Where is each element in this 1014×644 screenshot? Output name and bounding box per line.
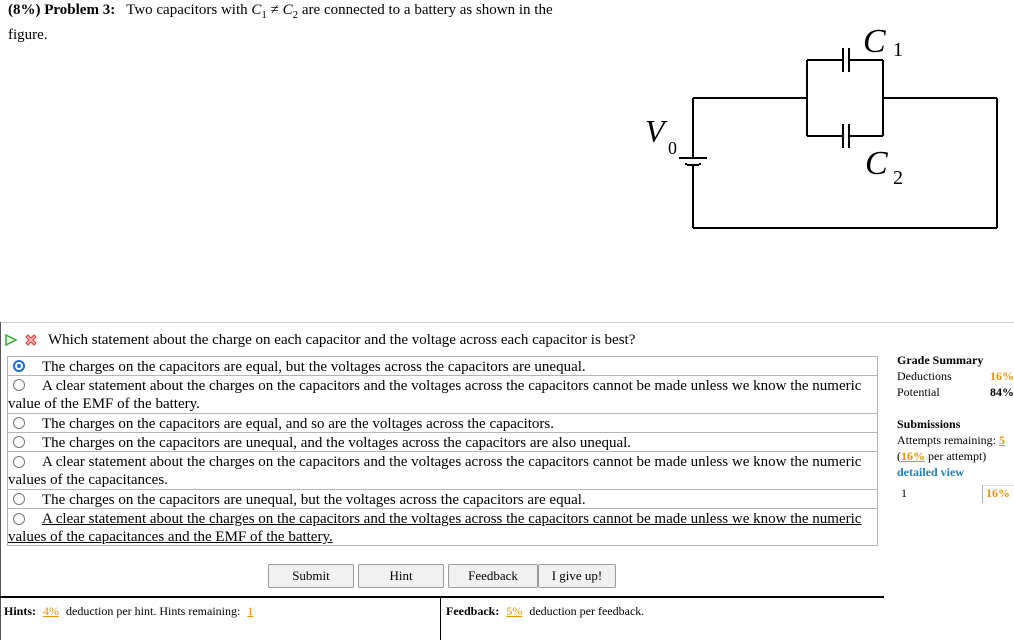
problem-text-after: are connected to a battery as shown in the [301,2,553,18]
per-attempt-text: per attempt) [928,449,987,463]
problem-text-line2: figure. [8,27,48,43]
c1-sub: 1 [261,9,267,21]
c1-symbol: C [251,2,262,18]
answer-options [7,356,878,546]
section-divider [0,322,1014,323]
problem-statement [8,0,608,45]
hints-text: deduction per hint. Hints remaining: [66,604,241,618]
play-icon[interactable] [4,333,18,347]
hints-remaining: 1 [247,604,254,618]
c2-figure-sub: 2 [893,167,903,189]
circuit-diagram [635,8,1005,233]
v0-figure-sub: 0 [668,138,677,158]
option-4[interactable] [8,433,877,452]
option-3-text: The charges on the capacitors are equal, and so are the voltages across the capacitors. [42,416,554,432]
action-buttons [268,564,616,588]
deductions-row [897,368,1014,384]
problem-text-before: Two capacitors with [126,2,248,18]
potential-label: Potential [897,385,940,399]
hints-info [4,604,257,619]
c2-symbol: C [282,2,293,18]
attempts-label: Attempts remaining: [897,433,996,447]
per-attempt-percent: 16% [901,449,925,463]
detailed-view-link[interactable]: detailed view [897,465,964,479]
c2-figure-label: C [865,145,888,182]
hints-label: Hints: [4,604,37,618]
option-1-text: The charges on the capacitors are equal, but the voltages across the capacitors are unequal. [42,359,586,375]
hint-button[interactable]: Hint [358,564,444,588]
hints-percent: 4% [43,604,60,618]
problem-weight: (8%) [8,2,41,18]
hints-divider [440,598,441,640]
question-text: Which statement about the charge on each capacitor and the voltage across each capacitor is best? [48,331,636,348]
attempts-value: 5 [998,433,1005,447]
option-3[interactable] [8,414,877,433]
submit-button[interactable]: Submit [268,564,354,588]
option-1[interactable] [8,357,877,376]
option-4-text: The charges on the capacitors are unequal, and the voltages across the capacitors are also unequal. [42,435,632,451]
c1-figure-sub: 1 [893,39,903,61]
deductions-label: Deductions [897,369,952,383]
feedback-percent: 5% [506,604,523,618]
per-attempt: (16% per attempt) [897,449,987,463]
potential-row [897,384,1014,400]
hints-feedback-bar [0,596,884,640]
question-row [0,330,635,350]
option-7-text: A clear statement about the charges on the capacitors and the voltages across the capacitors cannot be made unless we know the numeric values of the capacitances and the EMF of the battery. [8,511,862,545]
feedback-info [446,604,644,619]
option-2-text: A clear statement about the charges on the capacitors and the voltages across the capacitors cannot be made unless we know the numeric value of the EMF of the battery. [8,378,862,412]
submission-number: 1 [901,486,907,500]
grade-summary-title: Grade Summary [897,353,984,367]
feedback-button[interactable]: Feedback [448,564,538,588]
submissions-title: Submissions [897,417,961,431]
x-icon [24,333,38,347]
feedback-label: Feedback: [446,604,500,618]
attempts-remaining [897,432,1014,448]
option-5[interactable] [8,452,877,490]
option-2[interactable] [8,376,877,414]
neq-symbol: ≠ [270,2,279,18]
frame-left-border [0,322,1,640]
v0-figure-label: V [645,113,665,149]
submission-row [897,485,1014,503]
feedback-text: deduction per feedback. [529,604,645,618]
c2-sub: 2 [292,9,299,21]
submission-deduction: 16% [982,485,1014,503]
option-7[interactable] [8,509,877,545]
option-6-text: The charges on the capacitors are unequal, but the voltages across the capacitors are equal. [42,492,586,508]
c1-figure-label: C [863,23,886,60]
give-up-button[interactable]: I give up! [538,564,616,588]
option-5-text: A clear statement about the charges on the capacitors and the voltages across the capacitors cannot be made unless we know the numeric values of the capacitances. [8,454,862,488]
problem-label: Problem 3: [44,2,116,18]
potential-value: 84% [990,385,1014,399]
deductions-value: 16% [990,369,1014,383]
option-6[interactable] [8,490,877,509]
grade-summary [897,352,1014,480]
circuit-figure [635,8,1005,238]
